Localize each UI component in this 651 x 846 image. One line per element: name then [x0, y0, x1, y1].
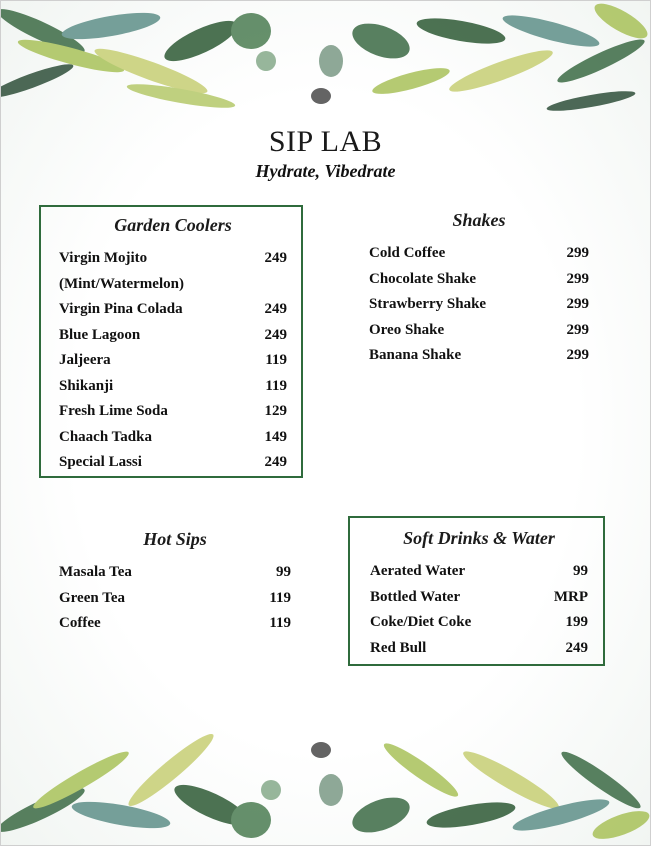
menu-item: [59, 246, 287, 272]
menu-item: [369, 267, 589, 293]
menu-title: SIP LAB: [268, 125, 383, 158]
item-price: 249: [264, 250, 287, 266]
item-name: Cold Coffee: [369, 245, 446, 261]
item-name: Red Bull: [370, 639, 427, 656]
item-price: 299: [566, 321, 589, 338]
item-price: 119: [269, 589, 291, 606]
item-name: Shikanji: [59, 377, 114, 394]
menu-item: [59, 399, 287, 425]
item-price: 99: [573, 563, 588, 579]
item-name: Fresh Lime Soda: [59, 403, 168, 419]
menu-item: [370, 559, 588, 585]
item-price: 99: [276, 564, 291, 580]
item-name: Jaljeera: [59, 352, 111, 368]
item-name: Masala Tea: [59, 564, 132, 580]
item-name: Aerated Water: [370, 563, 466, 579]
section-title: Hot Sips: [143, 529, 207, 549]
item-name: Coffee: [59, 615, 101, 631]
item-price: 119: [269, 615, 291, 631]
menu-item: [59, 560, 291, 586]
item-name: Green Tea: [59, 589, 125, 606]
item-price: 249: [264, 326, 287, 343]
item-name: Strawberry Shake: [369, 296, 487, 312]
menu-item: [59, 374, 287, 400]
menu-item: [370, 585, 588, 611]
section-soft-drinks-water: [348, 516, 605, 666]
top-foliage-decoration: [1, 1, 650, 126]
item-name: Chocolate Shake: [369, 270, 477, 287]
item-price: 249: [264, 301, 287, 317]
item-price: 249: [264, 454, 287, 470]
menu-item: [59, 425, 287, 451]
item-name: Oreo Shake: [369, 321, 445, 338]
menu-item: [369, 318, 589, 344]
menu-item: [59, 323, 287, 349]
item-price: 299: [566, 245, 589, 261]
section-title: Garden Coolers: [114, 215, 232, 235]
section-shakes: [369, 210, 589, 369]
section-garden-coolers: [39, 205, 303, 478]
bottom-foliage-decoration: [1, 720, 650, 845]
menu-item: [370, 610, 588, 636]
item-price: 299: [566, 347, 589, 363]
item-price: 119: [265, 352, 287, 368]
item-name: Chaach Tadka: [59, 428, 152, 445]
section-title: Soft Drinks & Water: [403, 528, 555, 548]
item-price: 299: [566, 296, 589, 312]
section-hot-sips: [59, 529, 291, 637]
item-price: 149: [264, 428, 287, 445]
item-name: Special Lassi: [59, 454, 142, 470]
menu-tagline: Hydrate, Vibedrate: [255, 161, 396, 181]
menu-item: [59, 450, 287, 476]
item-price: MRP: [553, 588, 588, 605]
item-price: 129: [264, 403, 287, 419]
item-name: Banana Shake: [369, 347, 462, 363]
item-name: Virgin Pina Colada: [59, 301, 183, 317]
item-name: Virgin Mojito: [59, 250, 148, 266]
menu-item: [369, 343, 589, 369]
menu-item: [59, 272, 287, 298]
item-name: (Mint/Watermelon): [59, 275, 184, 292]
menu-item: [369, 241, 589, 267]
item-name: Blue Lagoon: [59, 326, 141, 343]
item-price: 249: [565, 639, 588, 656]
item-name: Coke/Diet Coke: [370, 614, 472, 630]
section-title: Shakes: [452, 210, 506, 230]
menu-item: [370, 636, 588, 662]
item-price: 299: [566, 270, 589, 287]
item-price: 119: [265, 377, 287, 394]
item-price: 199: [565, 614, 588, 630]
menu-item: [59, 611, 291, 637]
menu-item: [369, 292, 589, 318]
menu-item: [59, 348, 287, 374]
item-name: Bottled Water: [370, 588, 461, 605]
menu-item: [59, 297, 287, 323]
menu-item: [59, 586, 291, 612]
